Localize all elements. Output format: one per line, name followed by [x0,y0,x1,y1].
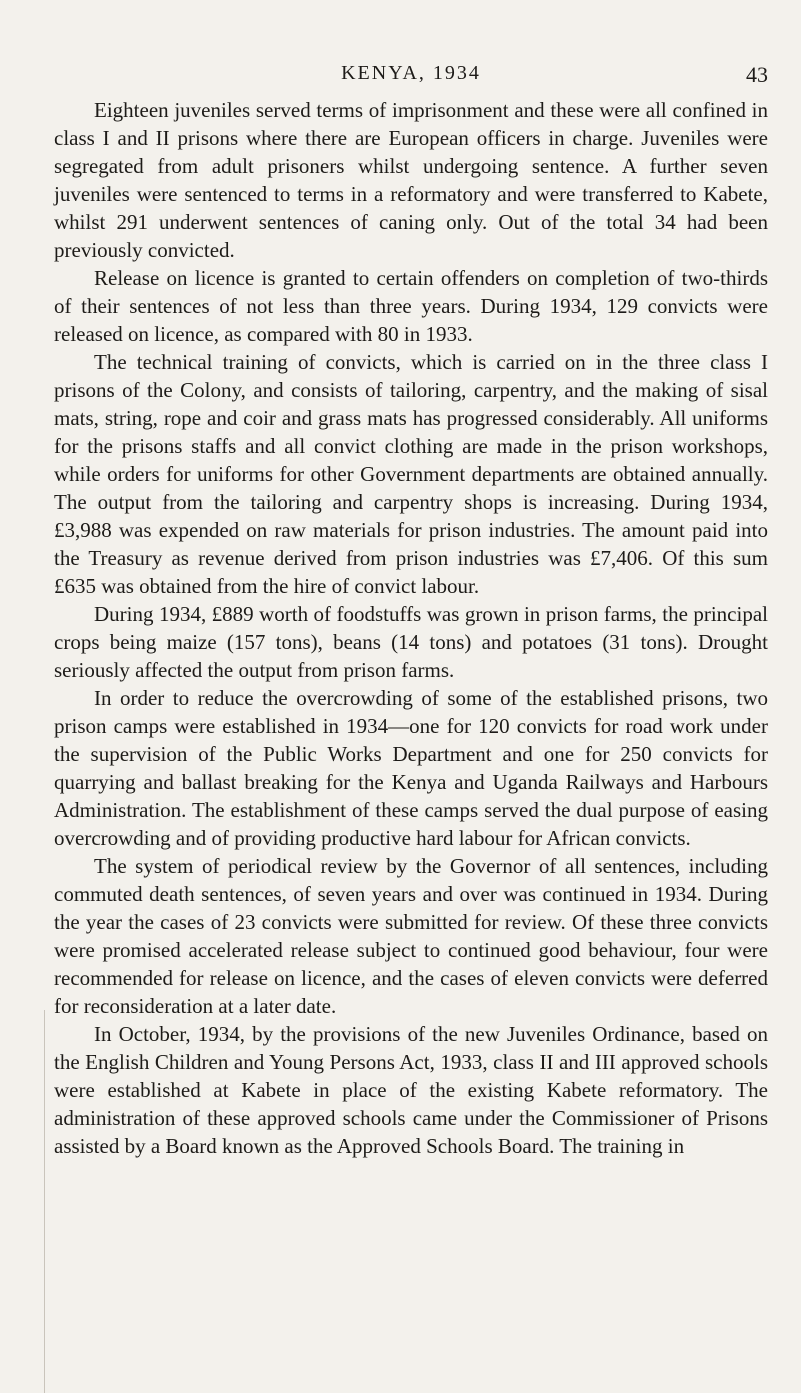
paragraph-juveniles: Eighteen juveniles served terms of imprisonment and these were all confined in class I and II prisons where there are European officers in charge. Juveniles were segregated from adult prisoners whilst undergoing sentence. A further seven juveniles were sentenced to terms in a reformatory and were transferred to Kabete, whilst 291 underwent sentences of caning only. Out of the total 34 had been previously convicted. [54,98,768,262]
running-title: KENYA, 1934 [341,62,481,84]
paragraph-approved-schools: In October, 1934, by the provisions of the new Juveniles Ordinance, based on the English Children and Young Persons Act, 1933, class II and III approved schools were established at Kabete in place of the existing Kabete reformatory. The administration of these approved schools came under the Commissioner of Prisons assisted by a Board known as the Approved Schools Board. The training in [54,1022,768,1158]
running-header [54,62,768,92]
paragraph-technical-training: The technical training of convicts, which is carried on in the three class I prisons of the Colony, and consists of tailoring, carpentry, and the making of sisal mats, string, rope and coir and grass mats has progressed considerably. All uniforms for the prisons staffs and all convict clothing are made in the prison workshops, while orders for uniforms for other Government departments are obtained annually. The output from the tailoring and carpentry shops is increasing. During 1934, £3,988 was expended on raw materials for prison industries. The amount paid into the Treasury as revenue derived from prison industries was £7,406. Of this sum £635 was obtained from the hire of convict labour. [54,350,768,598]
paragraph-prison-camps: In order to reduce the overcrowding of some of the established prisons, two prison camps were established in 1934—one for 120 convicts for road work under the supervision of the Public Works Department and one for 250 convicts for quarrying and ballast breaking for the Kenya and Uganda Railways and Harbours Administration. The establishment of these camps served the dual purpose of easing overcrowding and of providing productive hard labour for African convicts. [54,686,768,850]
body-text [54,96,768,1160]
paragraph-prison-farms: During 1934, £889 worth of foodstuffs was grown in prison farms, the principal crops being maize (157 tons), beans (14 tons) and potatoes (31 tons). Drought seriously affected the output from prison farms. [54,602,768,682]
paragraph-sentence-review: The system of periodical review by the Governor of all sentences, including commuted death sentences, of seven years and over was continued in 1934. During the year the cases of 23 convicts were submitted for review. Of these three convicts were promised accelerated release subject to continued good behaviour, four were recommended for release on licence, and the cases of eleven convicts were deferred for reconsideration at a later date. [54,854,768,1018]
paragraph-licence-release: Release on licence is granted to certain offenders on completion of two-thirds of their sentences of not less than three years. During 1934, 129 convicts were released on licence, as compared with 80 in 1933. [54,266,768,346]
binding-edge-divider [44,1010,45,1393]
page-number: 43 [746,62,768,87]
